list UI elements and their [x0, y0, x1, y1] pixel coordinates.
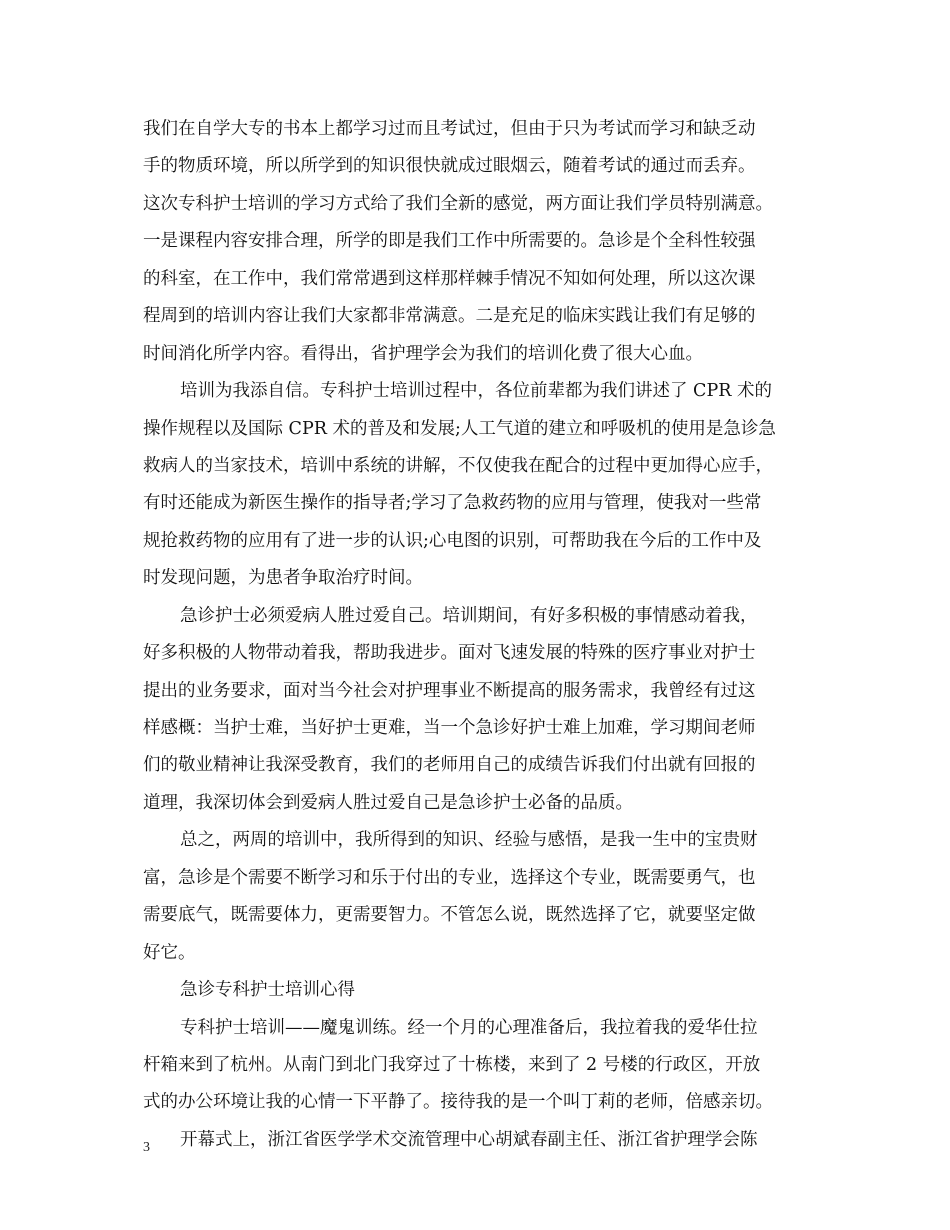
text-line: 时发现问题，为患者争取治疗时间。: [143, 568, 423, 589]
text-line: 这次专科护士培训的学习方式给了我们全新的感觉，两方面让我们学员特别满意。: [143, 193, 773, 214]
text-line: 操作规程以及国际 CPR 术的普及和发展;人工气道的建立和呼吸机的使用是急诊急: [143, 418, 776, 439]
text-line: 需要底气，既需要体力，更需要智力。不管怎么说，既然选择了它，就要坚定做: [143, 905, 756, 926]
text-line: 一是课程内容安排合理，所学的即是我们工作中所需要的。急诊是个全科性较强: [143, 231, 756, 252]
document-body: [143, 111, 843, 1159]
text-line: 好它。: [143, 942, 196, 963]
text-line: 的科室，在工作中，我们常常遇到这样那样棘手情况不知如何处理，所以这次课: [143, 268, 756, 289]
text-line: 杆箱来到了杭州。从南门到北门我穿过了十栋楼，来到了 2 号楼的行政区，开放: [143, 1054, 761, 1075]
text-line: 专科护士培训——魔鬼训练。经一个月的心理准备后，我拉着我的爱华仕拉: [180, 1017, 758, 1038]
text-line: 开幕式上，浙江省医学学术交流管理中心胡斌春副主任、浙江省护理学会陈: [180, 1129, 758, 1150]
text-line: 我们在自学大专的书本上都学习过而且考试过，但由于只为考试而学习和缺乏动: [143, 119, 756, 139]
text-line: 时间消化所学内容。看得出，省护理学会为我们的培训化费了很大心血。: [143, 343, 703, 364]
text-line: 道理，我深切体会到爱病人胜过爱自己是急诊护士必备的品质。: [143, 792, 633, 813]
text-line: 手的物质环境，所以所学到的知识很快就成过眼烟云，随着考试的通过而丢弃。: [143, 156, 756, 177]
text-line: 样感概：当护士难，当好护士更难，当一个急诊好护士难上加难，学习期间老师: [143, 718, 756, 738]
text-line: 救病人的当家技术，培训中系统的讲解，不仅使我在配合的过程中更加得心应手，: [143, 455, 773, 476]
text-line: 有时还能成为新医生操作的指导者;学习了急救药物的应用与管理，使我对一些常: [143, 493, 762, 514]
text-line: 提出的业务要求，面对当今社会对护理事业不断提高的服务需求，我曾经有过这: [143, 680, 756, 701]
text-line: 程周到的培训内容让我们大家都非常满意。二是充足的临床实践让我们有足够的: [143, 306, 756, 327]
text-line: 们的敬业精神让我深受教育，我们的老师用自己的成绩告诉我们付出就有回报的: [143, 755, 756, 776]
text-line: 式的办公环境让我的心情一下平静了。接待我的是一个叫丁莉的老师，倍感亲切。: [143, 1092, 773, 1113]
page-number: 3: [143, 1140, 150, 1155]
text-line: 富，急诊是个需要不断学习和乐于付出的专业，选择这个专业，既需要勇气，也: [143, 867, 756, 888]
text-line: 急诊专科护士培训心得: [180, 980, 355, 1001]
text-line: 培训为我添自信。专科护士培训过程中，各位前辈都为我们讲述了 CPR 术的: [180, 381, 772, 402]
text-line: 规抢救药物的应用有了进一步的认识;心电图的识别，可帮助我在今后的工作中及: [143, 530, 762, 551]
text-line: 急诊护士必须爱病人胜过爱自己。培训期间，有好多积极的事情感动着我，: [180, 605, 758, 626]
text-line: 总之，两周的培训中，我所得到的知识、经验与感悟，是我一生中的宝贵财: [180, 830, 758, 851]
text-line: 好多积极的人物带动着我，帮助我进步。面对飞速发展的特殊的医疗事业对护士: [143, 643, 756, 664]
